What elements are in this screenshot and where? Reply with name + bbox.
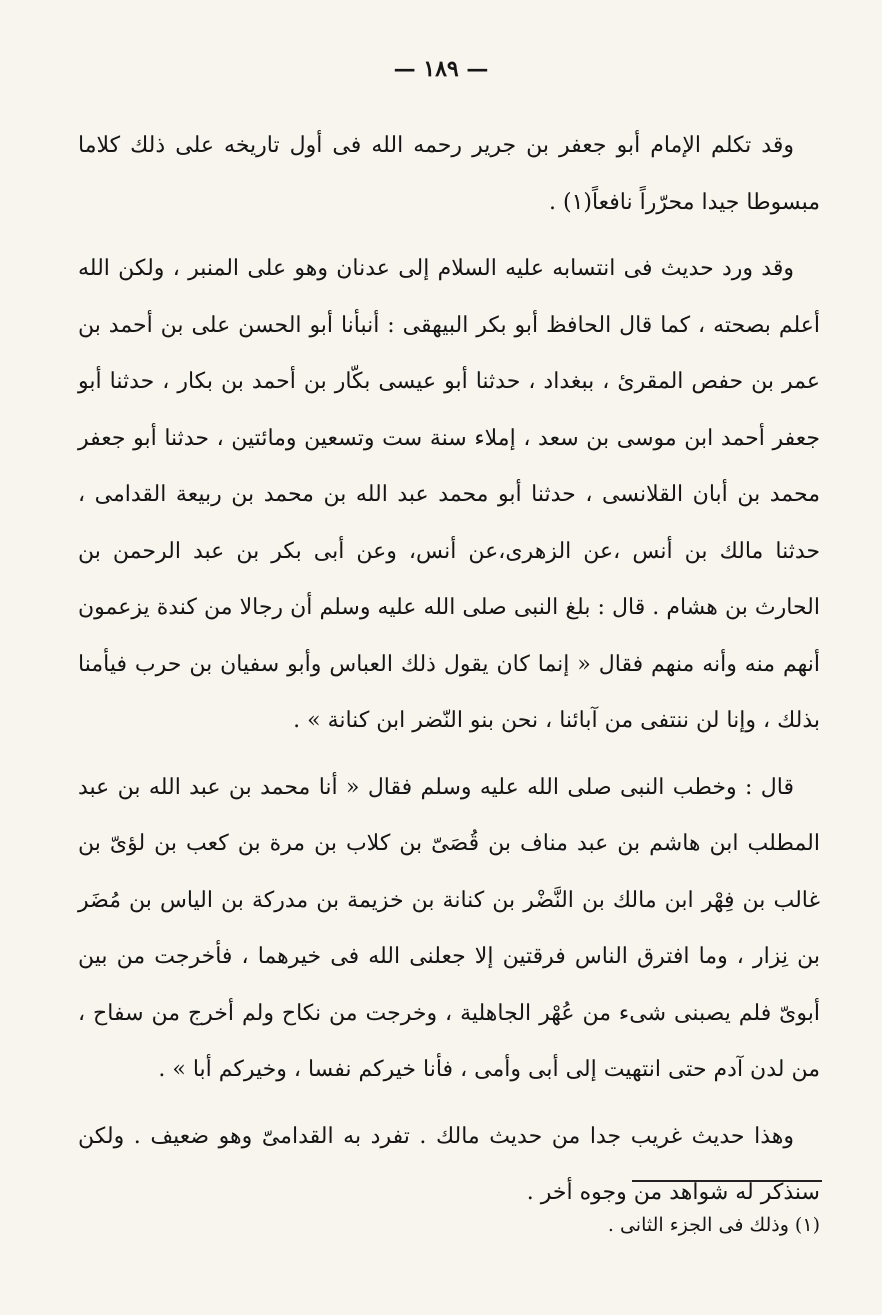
paragraph-text: قال : وخطب النبى صلى الله عليه وسلم فقال « أنا محمد بن عبد الله بن عبد المطلب ابن هاشم بن عبد مناف بن قُصَىّ بن كلاب بن مرة بن كعب بن لؤىّ بن غالب بن فِهْر ابن مالك بن النَّضْر بن كنانة بن خزيمة بن مدركة بن الياس بن مُضَر بن نِزار ، وما افترق الناس فرقتين إلا جعلنى الله فى خيرهما ، فأخرجت من بين أبوىّ فلم يصبنى شىء من عُهْر الجاهلية ، وخرجت من نكاح ولم أخرج من سفاح ، من لدن آدم حتى انتهيت إلى أبى وأمى ، فأنا خيركم نفسا ، وخيركم أبا » . <box>78 774 820 1082</box>
paragraph-text: وقد ورد حديث فى انتسابه عليه السلام إلى عدنان وهو على المنبر ، ولكن الله أعلم بصحته ، كما قال الحافظ أبو بكر البيهقى : أنبأنا أبو الحسن على بن أحمد بن عمر بن حفص المقرئ ، ببغداد ، حدثنا أبو عيسى بكّار بن أحمد بن بكار ، حدثنا أبو جعفر أحمد ابن موسى بن سعد ، إملاء سنة ست وتسعين ومائتين ، حدثنا أبو جعفر محمد بن أبان القلانسى ، حدثنا أبو محمد عبد الله بن محمد بن ربيعة القدامى ، حدثنا مالك بن أنس ،عن الزهرى،عن أنس، وعن أبى بكر بن عبد الرحمن بن الحارث بن هشام . قال : بلغ النبى صلى الله عليه وسلم أن رجالا من كندة يزعمون أنهم منه وأنه منهم فقال « إنما كان يقول ذلك العباس وأبو سفيان بن حرب فيأمنا بذلك ، وإنا لن ننتفى من آبائنا ، نحن بنو النّضر ابن كنانة » . <box>78 256 821 733</box>
paragraph-hadith-adnan <box>78 241 820 750</box>
page-number: — ١٨٩ — <box>393 56 489 82</box>
paragraph-grading <box>78 1109 820 1222</box>
footnote-divider <box>632 1180 822 1182</box>
paragraph-khutba <box>78 760 820 1099</box>
paragraph-text: وقد تكلم الإمام أبو جعفر بن جرير رحمه الله فى أول تاريخه على ذلك كلاما مبسوطا جيدا محرّراً نافعاً(١) . <box>78 133 820 215</box>
main-text <box>78 118 820 1222</box>
footnote: (١) وذلك فى الجزء الثانى . <box>607 1214 820 1236</box>
paragraph-text: وهذا حديث غريب جدا من حديث مالك . تفرد به القدامىّ وهو ضعيف . ولكن سنذكر له شواهد من وجوه أخر . <box>78 1123 820 1205</box>
paragraph-intro <box>78 118 820 231</box>
